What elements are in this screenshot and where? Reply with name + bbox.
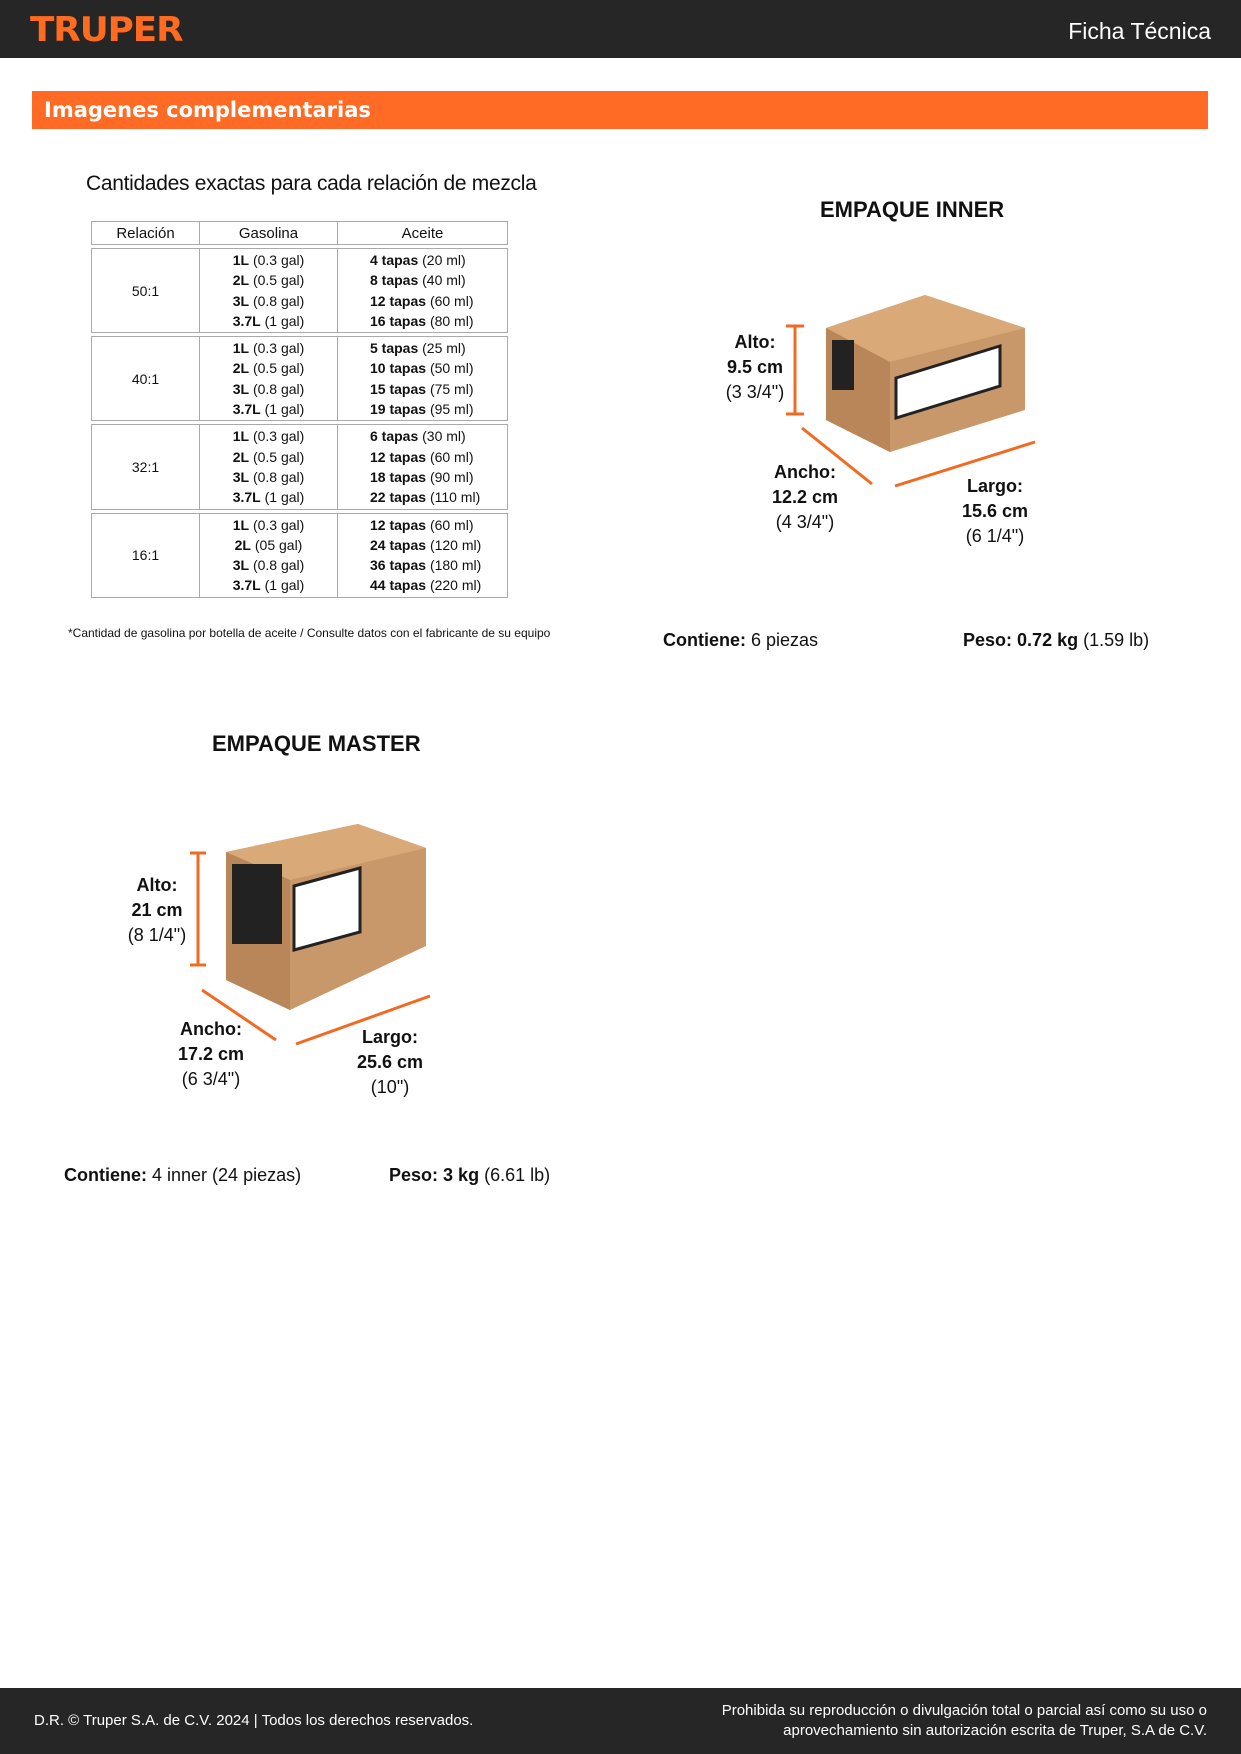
inner-title: EMPAQUE INNER <box>820 197 1005 222</box>
master-alto-label: Alto: 21 cm (8 1/4") <box>127 875 187 945</box>
inner-alto-label: Alto: 9.5 cm (3 3/4") <box>725 332 785 402</box>
table-row <box>91 336 508 421</box>
oil-cell: 6 tapas (30 ml) 12 tapas (60 ml) 18 tapas (90 ml) 22 tapas (110 ml) <box>338 424 508 509</box>
section-title: Imagenes complementarias <box>32 91 1208 129</box>
gas-cell: 1L (0.3 gal) 2L (05 gal) 3L (0.8 gal) 3.7L (1 gal) <box>200 513 338 598</box>
inner-largo-label: Largo: 15.6 cm (6 1/4") <box>961 476 1029 546</box>
mix-table <box>91 218 508 601</box>
col-header: Aceite <box>338 221 508 245</box>
doc-title: Ficha Técnica <box>1068 18 1211 44</box>
truper-logo: TRUPER <box>30 10 183 50</box>
legal-notice: Prohibida su reproducción o divulgación total o parcial así como su uso o aprovechamiento sin autorización escrita de Truper, S.A de C.V. <box>721 1702 1207 1739</box>
table-row <box>91 513 508 598</box>
mix-title: Cantidades exactas para cada relación de mezcla <box>86 172 537 195</box>
oil-cell: 5 tapas (25 ml) 10 tapas (50 ml) 15 tapas (75 ml) 19 tapas (95 ml) <box>338 336 508 421</box>
ratio-cell: 32:1 <box>91 424 200 509</box>
gas-cell: 1L (0.3 gal) 2L (0.5 gal) 3L (0.8 gal) 3.7L (1 gal) <box>200 248 338 333</box>
oil-cell: 12 tapas (60 ml) 24 tapas (120 ml) 36 tapas (180 ml) 44 tapas (220 ml) <box>338 513 508 598</box>
mix-note: *Cantidad de gasolina por botella de aceite / Consulte datos con el fabricante de su equipo <box>68 626 551 640</box>
header <box>0 0 1241 58</box>
ratio-cell: 16:1 <box>91 513 200 598</box>
footer <box>0 1688 1241 1754</box>
gas-cell: 1L (0.3 gal) 2L (0.5 gal) 3L (0.8 gal) 3.7L (1 gal) <box>200 424 338 509</box>
master-peso: Peso: 3 kg (6.61 lb) <box>389 1165 551 1185</box>
table-row <box>91 424 508 509</box>
master-largo-label: Largo: 25.6 cm (10") <box>356 1027 424 1097</box>
col-header: Gasolina <box>200 221 338 245</box>
ratio-cell: 50:1 <box>91 248 200 333</box>
inner-ancho-label: Ancho: 12.2 cm (4 3/4") <box>771 462 839 532</box>
col-header: Relación <box>91 221 200 245</box>
master-contiene: Contiene: 4 inner (24 piezas) <box>64 1165 302 1185</box>
oil-cell: 4 tapas (20 ml) 8 tapas (40 ml) 12 tapas (60 ml) 16 tapas (80 ml) <box>338 248 508 333</box>
ratio-cell: 40:1 <box>91 336 200 421</box>
inner-contiene: Contiene: 6 piezas <box>663 630 819 650</box>
master-title: EMPAQUE MASTER <box>212 731 421 756</box>
master-ancho-label: Ancho: 17.2 cm (6 3/4") <box>177 1019 245 1089</box>
inner-peso: Peso: 0.72 kg (1.59 lb) <box>963 630 1150 650</box>
copyright: D.R. © Truper S.A. de C.V. 2024 | Todos los derechos reservados. <box>34 1712 474 1729</box>
gas-cell: 1L (0.3 gal) 2L (0.5 gal) 3L (0.8 gal) 3.7L (1 gal) <box>200 336 338 421</box>
table-row <box>91 248 508 333</box>
